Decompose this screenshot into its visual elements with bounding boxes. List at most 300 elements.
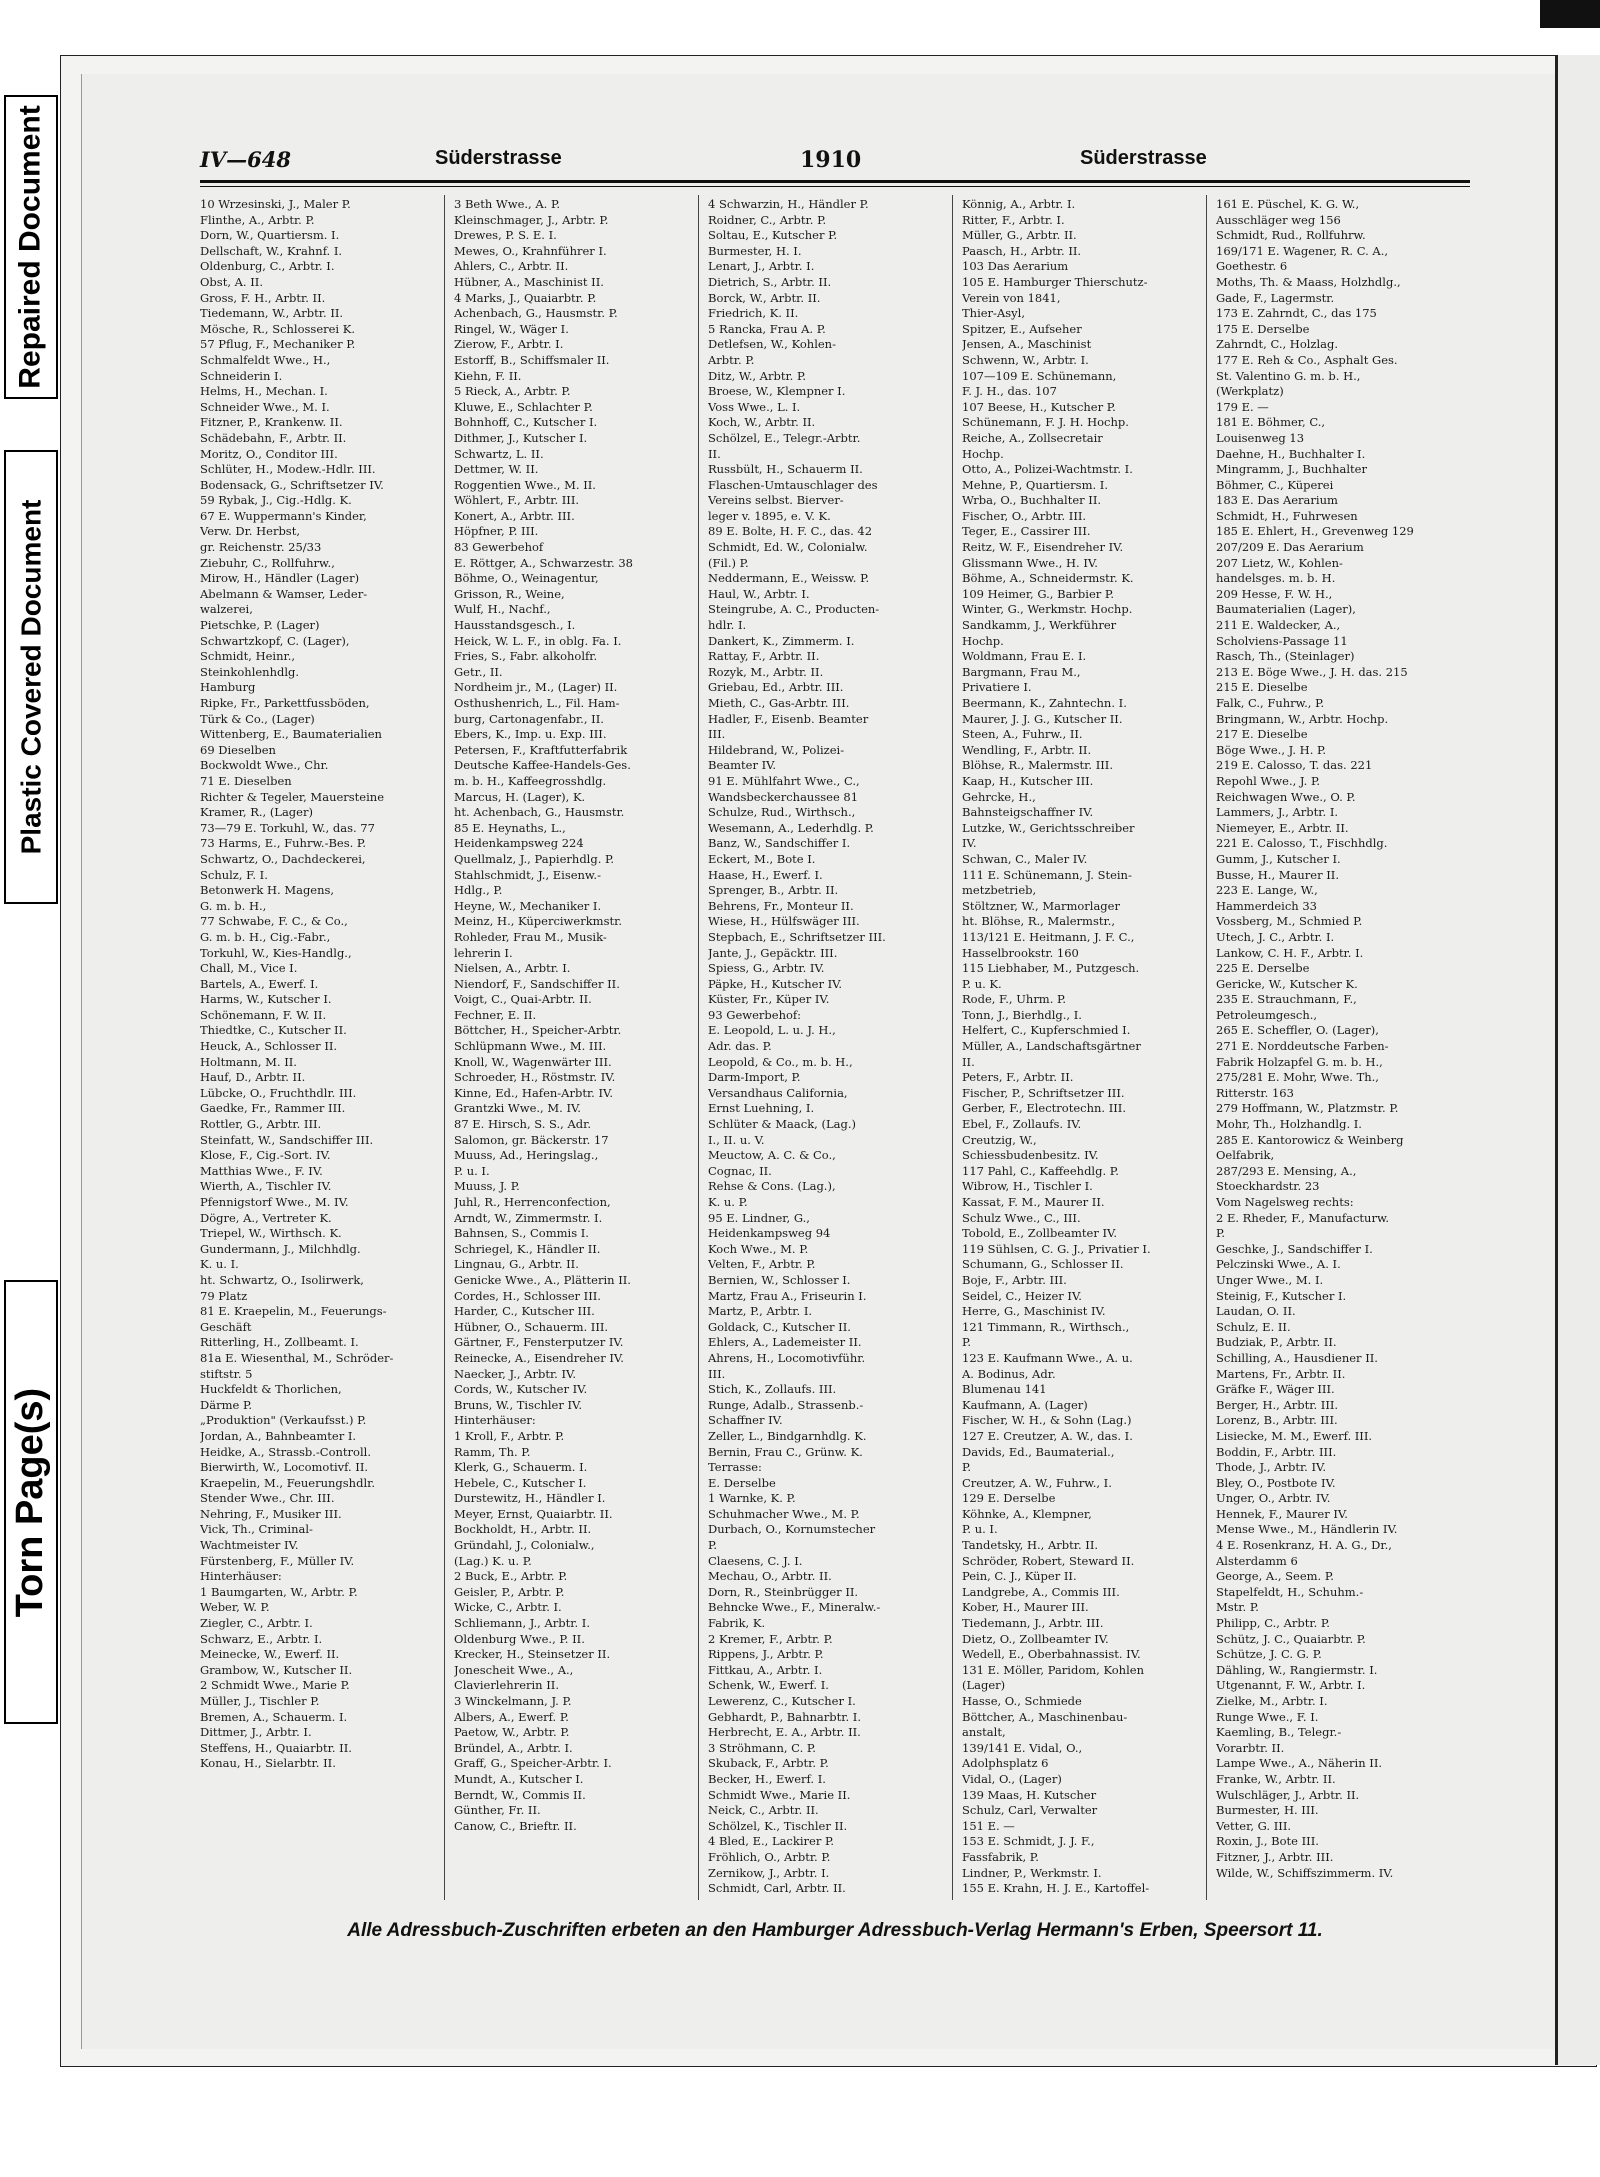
directory-entry: Martz, Frau A., Friseurin I.	[708, 1288, 867, 1303]
directory-entry: Lindner, P., Werkmstr. I.	[962, 1865, 1102, 1880]
directory-entry: 4 Bled, E., Lackirer P.	[708, 1834, 835, 1849]
directory-entry: Verw. Dr. Herbst,	[200, 524, 300, 539]
directory-entry: Schwarz, E., Arbtr. I.	[200, 1631, 323, 1646]
directory-entry: 225 E. Derselbe	[1216, 961, 1310, 976]
directory-entry: Woldmann, Frau E. I.	[962, 649, 1087, 664]
directory-entry: Jante, J., Gepäcktr. III.	[708, 945, 838, 960]
directory-entry: Böttcher, A., Maschinenbau-	[962, 1709, 1128, 1724]
directory-entry: Lisiecke, M. M., Ewerf. III.	[1216, 1428, 1373, 1443]
directory-entry: Philipp, C., Arbtr. P.	[1216, 1616, 1330, 1631]
directory-entry: Obst, A. II.	[200, 274, 263, 289]
directory-entry: Bringmann, W., Arbtr. Hochp.	[1216, 711, 1389, 726]
directory-entry: Kluwe, E., Schlachter P.	[454, 399, 593, 414]
directory-entry: Canow, C., Brieftr. II.	[454, 1818, 577, 1833]
directory-entry: Ausschläger weg 156	[1216, 212, 1341, 227]
directory-entry: 265 E. Scheffler, O. (Lager),	[1216, 1023, 1379, 1038]
directory-entry: gr. Reichenstr. 25/33	[200, 540, 322, 555]
directory-entry: Fischer, P., Schriftsetzer III.	[962, 1085, 1125, 1100]
directory-entry: 209 Hesse, F. W. H.,	[1216, 586, 1333, 601]
directory-entry: Fittkau, A., Arbtr. I.	[708, 1662, 823, 1677]
directory-entry: Fabrik, K.	[708, 1616, 766, 1631]
directory-entry: Estorff, B., Schiffsmaler II.	[454, 352, 610, 367]
directory-entry: Heuck, A., Schlosser II.	[200, 1039, 338, 1054]
directory-entry: Dorn, W., Quartiersm. I.	[200, 228, 340, 243]
directory-entry: Runge, Adalb., Strassenb.-	[708, 1397, 864, 1412]
directory-entry: Richter & Tegeler, Mauersteine	[200, 789, 384, 804]
directory-entry: Berger, H., Arbtr. III.	[1216, 1397, 1339, 1412]
directory-entry: Zahrndt, C., Holzlag.	[1216, 337, 1339, 352]
directory-entry: Jordan, A., Bahnbeamter I.	[200, 1428, 357, 1443]
directory-entry: Herre, G., Maschinist IV.	[962, 1304, 1106, 1319]
directory-entry: Grambow, W., Kutscher II.	[200, 1662, 353, 1677]
directory-entry: Meinecke, W., Ewerf. II.	[200, 1647, 340, 1662]
directory-entry: Oelfabrik,	[1216, 1148, 1275, 1163]
directory-entry: Lorenz, B., Arbtr. III.	[1216, 1413, 1338, 1428]
directory-entry: Haul, W., Arbtr. I.	[708, 586, 810, 601]
directory-entry: Bahnsteigschaffner IV.	[962, 805, 1094, 820]
directory-entry: Tonn, J., Bierhdlg., I.	[962, 1007, 1082, 1022]
directory-entry: Stich, K., Zollaufs. III.	[708, 1382, 837, 1397]
directory-entry: 169/171 E. Wagener, R. C. A.,	[1216, 243, 1389, 258]
directory-entry: Utech, J. C., Arbtr. I.	[1216, 929, 1335, 944]
directory-entry: Bohnhoff, C., Kutscher I.	[454, 415, 598, 430]
directory-entry: Hochp.	[962, 446, 1004, 461]
directory-entry: ht. Schwartz, O., Isolirwerk,	[200, 1272, 364, 1287]
directory-entry: Stoeckhardstr. 23	[1216, 1179, 1320, 1194]
directory-entry: Schulze, Rud., Wirthsch.,	[708, 805, 856, 820]
directory-entry: Roggentien Wwe., M. II.	[454, 477, 596, 492]
directory-page	[200, 145, 1470, 1990]
directory-entry: Gebhardt, P., Bahnarbtr. I.	[708, 1709, 861, 1724]
directory-entry: Därme P.	[200, 1397, 253, 1412]
directory-entry: Reichwagen Wwe., O. P.	[1216, 789, 1356, 804]
directory-entry: Busse, H., Maurer II.	[1216, 867, 1340, 882]
directory-entry: Zielke, M., Arbtr. I.	[1216, 1694, 1328, 1708]
directory-entry: (Lager)	[962, 1678, 1006, 1693]
directory-entry: Schütz, J. C., Quaiarbtr. P.	[1216, 1631, 1366, 1646]
directory-entry: 91 E. Mühlfahrt Wwe., C.,	[708, 773, 860, 788]
directory-entry: Holtmann, M. II.	[200, 1054, 297, 1069]
directory-entry: Kaap, H., Kutscher III.	[962, 773, 1094, 788]
directory-entry: Bargmann, Frau M.,	[962, 664, 1081, 679]
directory-entry: Russbült, H., Schauerm II.	[708, 462, 863, 477]
directory-entry: Voigt, C., Quai-Arbtr. II.	[454, 992, 592, 1007]
directory-entry: Vom Nagelsweg rechts:	[1216, 1195, 1354, 1209]
directory-entry: Böttcher, H., Speicher-Arbtr.	[454, 1023, 622, 1038]
directory-entry: 79 Platz	[200, 1288, 248, 1303]
directory-entry: Ramm, Th. P.	[454, 1444, 531, 1459]
directory-entry: Davids, Ed., Baumaterial.,	[962, 1444, 1115, 1459]
directory-entry: Schlüter, H., Modew.-Hdlr. III.	[200, 462, 376, 477]
directory-entry: 4 Schwarzin, H., Händler P.	[708, 197, 869, 211]
directory-entry: Vetter, G. III.	[1216, 1818, 1292, 1833]
directory-entry: Arndt, W., Zimmermstr. I.	[454, 1210, 603, 1225]
directory-entry: Schlüpmann Wwe., M. III.	[454, 1039, 607, 1054]
directory-entry: Heidenkampsweg 224	[454, 836, 584, 851]
directory-entry: Steffens, H., Quaiarbtr. II.	[200, 1740, 352, 1755]
directory-entry: Kinne, Ed., Hafen-Arbtr. IV.	[454, 1085, 613, 1100]
directory-entry: Sprenger, B., Arbtr. II.	[708, 883, 839, 898]
directory-entry: 3 Winckelmann, J. P.	[454, 1694, 572, 1708]
directory-entry: 139 Maas, H. Kutscher	[962, 1787, 1097, 1802]
directory-entry: Kassat, F. M., Maurer II.	[962, 1195, 1105, 1209]
directory-entry: Louisenweg 13	[1216, 430, 1305, 445]
directory-entry: Wrba, O., Buchhalter II.	[962, 493, 1102, 508]
directory-entry: Claesens, C. J. I.	[708, 1553, 803, 1568]
directory-entry: Ahlers, C., Arbtr. II.	[454, 259, 569, 274]
directory-entry: Bremen, A., Schauerm. I.	[200, 1709, 348, 1724]
directory-entry: Wulf, H., Nachf.,	[454, 602, 551, 617]
directory-entry: Versandhaus California,	[708, 1085, 848, 1100]
directory-entry: Niemeyer, E., Arbtr. II.	[1216, 820, 1349, 835]
directory-entry: Niendorf, F., Sandschiffer II.	[454, 976, 620, 991]
directory-entry: Sandkamm, J., Werkführer	[962, 618, 1117, 633]
directory-entry: P.	[1216, 1226, 1226, 1241]
directory-entry: Lingnau, G., Arbtr. II.	[454, 1257, 579, 1272]
directory-entry: Hasselbrookstr. 160	[962, 945, 1079, 960]
directory-entry: Rottler, G., Arbtr. III.	[200, 1117, 322, 1132]
directory-entry: Neddermann, E., Weissw. P.	[708, 571, 870, 586]
directory-entry: Chall, M., Vice I.	[200, 961, 298, 976]
directory-entry: 119 Sühlsen, C. G. J., Privatier I.	[962, 1241, 1151, 1256]
directory-entry: Ernst Luehning, I.	[708, 1101, 815, 1116]
directory-entry: Schumann, G., Schlosser II.	[962, 1257, 1124, 1272]
directory-entry: Goethestr. 6	[1216, 259, 1288, 274]
directory-entry: 103 Das Aerarium	[962, 259, 1069, 274]
directory-entry: Landgrebe, A., Commis III.	[962, 1584, 1120, 1599]
directory-entry: Lampe Wwe., A., Näherin II.	[1216, 1756, 1383, 1771]
directory-entry: Ebers, K., Imp. u. Exp. III.	[454, 727, 607, 742]
directory-entry: Schmidt, H., Fuhrwesen	[1216, 508, 1358, 523]
directory-entry: 219 E. Calosso, T. das. 221	[1216, 758, 1373, 773]
directory-entry: Hildebrand, W., Polizei-	[708, 742, 845, 757]
directory-entry: Ebel, F., Zollaufs. IV.	[962, 1117, 1082, 1132]
directory-entry: Dietz, O., Zollbeamter IV.	[962, 1631, 1109, 1646]
directory-entry: Clavierlehrerin II.	[454, 1678, 559, 1693]
directory-entry: 175 E. Derselbe	[1216, 321, 1310, 336]
directory-entry: 67 E. Wuppermann's Kinder,	[200, 508, 367, 523]
directory-entry: Harms, W., Kutscher I.	[200, 992, 332, 1007]
directory-entry: Velten, F., Arbtr. P.	[708, 1257, 816, 1272]
directory-entry: Soltau, E., Kutscher P.	[708, 228, 838, 243]
directory-entry: 93 Gewerbehof:	[708, 1007, 802, 1022]
directory-entry: Günther, Fr. II.	[454, 1803, 541, 1818]
directory-entry: Wierth, A., Tischler IV.	[200, 1179, 332, 1194]
directory-entry: Vidal, O., (Lager)	[962, 1771, 1062, 1786]
directory-entry: Paasch, H., Arbtr. II.	[962, 243, 1082, 258]
directory-entry: Steinfatt, W., Sandschiffer III.	[200, 1132, 374, 1147]
directory-entry: Adr. das. P.	[708, 1039, 772, 1054]
directory-entry: Ehlers, A., Lademeister II.	[708, 1335, 862, 1350]
directory-entry: lehrerin I.	[454, 945, 513, 960]
directory-entry: Schneiderin I.	[200, 368, 283, 383]
directory-entry: 179 E. —	[1216, 399, 1269, 414]
directory-entry: Winter, G., Werkmstr. Hochp.	[962, 602, 1133, 617]
directory-entry: Mehne, P., Quartiersm. I.	[962, 477, 1108, 492]
street-title-left: Süderstrasse	[435, 147, 562, 169]
directory-entry: Mingramm, J., Buchhalter	[1216, 462, 1367, 477]
directory-entry: Runge Wwe., F. I.	[1216, 1709, 1319, 1724]
directory-entry: Blumenau 141	[962, 1382, 1047, 1397]
directory-entry: Herbrecht, E. A., Arbtr. II.	[708, 1725, 861, 1740]
directory-entry: Meinz, H., Küperciwerkmstr.	[454, 914, 622, 929]
directory-entry: 181 E. Böhmer, C.,	[1216, 415, 1326, 430]
directory-entry: Pelczinski Wwe., A. I.	[1216, 1257, 1341, 1272]
directory-entry: Drewes, P. S. E. I.	[454, 228, 557, 243]
directory-entry: Rippens, J., Arbtr. P.	[708, 1647, 824, 1662]
directory-entry: Böhme, A., Schneidermstr. K.	[962, 571, 1134, 586]
directory-entry: Meuctow, A. C. & Co.,	[708, 1148, 836, 1163]
directory-entry: Bernin, Frau C., Grünw. K.	[708, 1444, 863, 1459]
directory-entry: Oldenburg, C., Arbtr. I.	[200, 259, 335, 274]
publisher-footer: Alle Adressbuch-Zuschriften erbeten an den Hamburger Adressbuch-Verlag Hermann's Erben, Speersort 11.	[347, 1920, 1323, 1941]
directory-entry: 83 Gewerbehof	[454, 540, 544, 555]
column-divider	[1206, 195, 1207, 1900]
directory-entry: Mirow, H., Händler (Lager)	[200, 571, 360, 586]
column-divider	[698, 195, 699, 1900]
directory-entry: ht. Achenbach, G., Hausmstr.	[454, 805, 625, 820]
directory-entry: Reitz, W. F., Eisendreher IV.	[962, 540, 1124, 555]
directory-entry: 213 E. Böge Wwe., J. H. das. 215	[1216, 664, 1408, 679]
directory-entry: leger v. 1895, e. V. K.	[708, 508, 831, 523]
directory-entry: Voss Wwe., L. I.	[708, 399, 801, 414]
directory-entry: Wendling, F., Arbtr. II.	[962, 742, 1092, 757]
directory-entry: Gaedke, Fr., Rammer III.	[200, 1101, 346, 1116]
directory-entry: Dankert, K., Zimmerm. I.	[708, 633, 855, 648]
directory-entry: Fürstenberg, F., Müller IV.	[200, 1553, 355, 1568]
directory-entry: Schröder, Robert, Steward II.	[962, 1553, 1135, 1568]
directory-entry: Dithmer, J., Kutscher I.	[454, 430, 588, 445]
directory-entry: K. u. P.	[708, 1195, 748, 1209]
directory-entry: Oldenburg Wwe., P. II.	[454, 1631, 585, 1646]
directory-entry: 73—79 E. Torkuhl, W., das. 77	[200, 820, 375, 835]
directory-entry: Köhnke, A., Klempner,	[962, 1506, 1092, 1521]
directory-entry: Schliemann, J., Arbtr. I.	[454, 1616, 590, 1631]
directory-entry: Creutzer, A. W., Fuhrw., I.	[962, 1475, 1112, 1490]
directory-entry: 275/281 E. Mohr, Wwe. Th.,	[1216, 1070, 1379, 1085]
directory-entry: Dietrich, S., Arbtr. II.	[708, 274, 832, 289]
repaired-document-tab	[4, 95, 58, 399]
directory-entry: E. Röttger, A., Schwarzestr. 38	[454, 555, 634, 570]
directory-entry: Stahlschmidt, J., Eisenw.-	[454, 867, 601, 882]
directory-entry: Mense Wwe., M., Händlerin IV.	[1216, 1522, 1398, 1537]
directory-entry: Reiche, A., Zollsecretair	[962, 430, 1103, 445]
directory-entry: Bockwoldt Wwe., Chr.	[200, 758, 329, 773]
directory-entry: Klerk, G., Schauerm. I.	[454, 1460, 588, 1475]
directory-entry: Achenbach, G., Hausmstr. P.	[454, 306, 618, 321]
directory-entry: Banz, W., Sandschiffer I.	[708, 836, 851, 851]
directory-entry: Wandsbeckerchaussee 81	[708, 789, 859, 804]
directory-entry: Fischer, W. H., & Sohn (Lag.)	[962, 1413, 1132, 1428]
directory-entry: Blöhse, R., Malermstr. III.	[962, 758, 1113, 773]
directory-entry: Bahnsen, S., Commis I.	[454, 1226, 589, 1241]
directory-entry: Muuss, Ad., Heringslag.,	[454, 1148, 599, 1163]
directory-entry: Hdlg., P.	[454, 883, 503, 898]
directory-entry: (Lag.) K. u. P.	[454, 1553, 532, 1568]
directory-entry: Fechner, E. II.	[454, 1007, 537, 1022]
directory-entry: Mösche, R., Schlosserei K.	[200, 321, 356, 336]
directory-entry: Thier-Asyl,	[962, 306, 1025, 321]
directory-entry: Vossberg, M., Schmied P.	[1216, 914, 1363, 929]
directory-entry: Thode, J., Arbtr. IV.	[1216, 1460, 1326, 1475]
directory-entry: Privatiere I.	[962, 680, 1032, 695]
directory-entry: 107—109 E. Schünemann,	[962, 368, 1117, 383]
directory-entry: 89 E. Bolte, H. F. C., das. 42	[708, 524, 873, 539]
directory-entry: Stender Wwe., Chr. III.	[200, 1491, 335, 1506]
directory-entry: Schmidt, Carl, Arbtr. II.	[708, 1881, 846, 1896]
directory-entry: Hebele, C., Kutscher I.	[454, 1475, 587, 1490]
directory-entry: P.	[708, 1538, 718, 1553]
directory-entry: Schroeder, H., Röstmstr. IV.	[454, 1070, 616, 1085]
directory-entry: Harder, C., Kutscher III.	[454, 1304, 595, 1319]
directory-entry: Bernien, W., Schlosser I.	[708, 1272, 851, 1287]
directory-entry: Stöltzner, W., Marmorlager	[962, 898, 1120, 913]
directory-entry: Zernikow, J., Arbtr. I.	[708, 1865, 830, 1880]
directory-entry: Nehring, F., Musiker III.	[200, 1506, 342, 1521]
directory-entry: III.	[708, 1366, 726, 1381]
directory-entry: Thiedtke, C., Kutscher II.	[200, 1023, 347, 1038]
directory-entry: F. J. H., das. 107	[962, 384, 1057, 399]
directory-entry: Adolphsplatz 6	[962, 1756, 1049, 1771]
directory-entry: Steen, A., Fuhrw., II.	[962, 727, 1083, 742]
directory-entry: Schwenn, W., Arbtr. I.	[962, 352, 1089, 367]
directory-entry: Rohleder, Frau M., Musik-	[454, 929, 607, 944]
directory-entry: Wicke, C., Arbtr. I.	[454, 1600, 562, 1615]
directory-entry: 123 E. Kaufmann Wwe., A. u.	[962, 1350, 1133, 1365]
directory-entry: Küster, Fr., Küper IV.	[708, 992, 830, 1007]
directory-entry: Stapelfeldt, H., Schuhm.-	[1216, 1584, 1364, 1599]
directory-entry: George, A., Seem. P.	[1216, 1569, 1334, 1584]
directory-entry: Ritter, F., Arbtr. I.	[962, 212, 1065, 227]
directory-entry: 151 E. —	[962, 1818, 1015, 1833]
directory-entry: K. u. I.	[200, 1257, 239, 1272]
directory-entry: Burmester, H. I.	[708, 243, 802, 258]
directory-entry: Dorn, R., Steinbrügger II.	[708, 1584, 859, 1599]
directory-entry: Kraepelin, M., Feuerungshdlr.	[200, 1475, 376, 1490]
next-page-edge	[1555, 55, 1600, 2065]
directory-entry: Gundermann, J., Milchhdlg.	[200, 1241, 361, 1256]
directory-entry: Goldack, C., Kutscher II.	[708, 1319, 851, 1334]
directory-entry: 279 Hoffmann, W., Platzmstr. P.	[1216, 1101, 1399, 1116]
repaired-document-label: Repaired Document	[14, 105, 48, 389]
directory-entry: Getr., II.	[454, 664, 503, 679]
directory-entry: Albers, A., Ewerf. P.	[454, 1709, 569, 1724]
directory-entry: Dettmer, W. II.	[454, 462, 539, 477]
directory-entry: Torkuhl, W., Kies-Handlg.,	[200, 945, 352, 960]
directory-entry: 111 E. Schünemann, J. Stein-	[962, 867, 1132, 882]
directory-entry: Schulz, E. II.	[1216, 1319, 1291, 1334]
directory-entry: Flinthe, A., Arbtr. P.	[200, 212, 315, 227]
directory-entry: Kramer, R., (Lager)	[200, 805, 313, 820]
directory-entry: Müller, A., Landschaftsgärtner	[962, 1039, 1141, 1054]
directory-entry: Durbach, O., Kornumstecher	[708, 1522, 876, 1537]
directory-entry: 113/121 E. Heitmann, J. F. C.,	[962, 929, 1135, 944]
directory-entry: Mstr. P.	[1216, 1600, 1259, 1615]
directory-entry: Cognac, II.	[708, 1163, 772, 1178]
directory-entry: Hamburg	[200, 680, 256, 695]
directory-entry: Spiess, G., Arbtr. IV.	[708, 961, 825, 976]
directory-entry: Dellschaft, W., Krahnf. I.	[200, 243, 343, 258]
directory-entry: Durstewitz, H., Händler I.	[454, 1491, 606, 1506]
directory-entry: 5 Rieck, A., Arbtr. P.	[454, 384, 571, 399]
directory-entry: Schenk, W., Ewerf. I.	[708, 1678, 829, 1693]
directory-entry: Hadler, F., Eisenb. Beamter	[708, 711, 869, 726]
directory-entry: Kaufmann, A. (Lager)	[962, 1397, 1088, 1412]
directory-entry: Gross, F. H., Arbtr. II.	[200, 290, 326, 305]
directory-entry: Kaemling, B., Telegr.-	[1216, 1725, 1342, 1740]
directory-entry: Kober, H., Maurer III.	[962, 1600, 1089, 1615]
directory-entry: Osthushenrich, L., Fil. Ham-	[454, 696, 620, 710]
directory-entry: P. u. K.	[962, 976, 1002, 991]
directory-entry: Unger, O., Arbtr. IV.	[1216, 1491, 1331, 1506]
directory-entry: Tobold, E., Zollbeamter IV.	[962, 1226, 1117, 1241]
directory-entry: Schmidt, Rud., Rollfuhrw.	[1216, 228, 1366, 243]
directory-entry: Arbtr. P.	[708, 352, 755, 367]
directory-entry: 95 E. Lindner, G.,	[708, 1210, 810, 1225]
directory-entry: Paetow, W., Arbtr. P.	[454, 1725, 570, 1740]
directory-entry: Behrens, Fr., Monteur II.	[708, 898, 854, 913]
directory-entry: Schütze, J. C. G. P.	[1216, 1647, 1322, 1662]
directory-entry: Schädebahn, F., Arbtr. II.	[200, 430, 347, 445]
page-header	[200, 145, 1470, 177]
directory-entry: Grisson, R., Weine,	[454, 586, 565, 601]
directory-entry: Bründel, A., Arbtr. I.	[454, 1740, 573, 1755]
directory-entry: IV.	[962, 836, 977, 851]
directory-entry: Wedell, E., Oberbahnassist. IV.	[962, 1647, 1141, 1662]
directory-entry: 5 Rancka, Frau A. P.	[708, 321, 826, 336]
directory-entry: Boje, F., Arbtr. III.	[962, 1272, 1067, 1287]
directory-entry: Scholviens-Passage 11	[1216, 633, 1348, 648]
column-divider	[952, 195, 953, 1900]
directory-entry: Helms, H., Mechan. I.	[200, 384, 328, 399]
directory-entry: Ahrens, H., Locomotivführ.	[708, 1350, 866, 1365]
directory-entry: Ditz, W., Arbtr. P.	[708, 368, 807, 383]
directory-entry: Tandetsky, H., Arbtr. II.	[962, 1538, 1099, 1553]
directory-entry: Triepel, W., Wirthsch. K.	[200, 1226, 342, 1241]
directory-entry: Schölzel, K., Tischler II.	[708, 1818, 848, 1833]
directory-entry: 4 E. Rosenkranz, H. A. G., Dr.,	[1216, 1538, 1392, 1553]
directory-entry: Steinig, F., Kutscher I.	[1216, 1288, 1347, 1303]
directory-entry: Cords, W., Kutscher IV.	[454, 1382, 588, 1397]
column-1	[200, 197, 436, 1897]
directory-entry: Wibrow, H., Tischler I.	[962, 1179, 1093, 1194]
directory-entry: Dähling, W., Rangiermstr. I.	[1216, 1662, 1378, 1677]
directory-entry: Müller, G., Arbtr. II.	[962, 228, 1077, 243]
directory-entry: 115 Liebhaber, M., Putzgesch.	[962, 961, 1140, 976]
directory-entry: Haase, H., Ewerf. I.	[708, 867, 823, 882]
directory-entry: Matthias Wwe., F. IV.	[200, 1163, 323, 1178]
directory-entry: 85 E. Heynaths, L.,	[454, 820, 566, 835]
plastic-covered-document-label: Plastic Covered Document	[15, 499, 46, 855]
directory-entry: Jonescheit Wwe., A.,	[454, 1662, 574, 1677]
directory-entry: Roidner, C., Arbtr. P.	[708, 212, 827, 227]
directory-entry: Abelmann & Wamser, Leder-	[200, 586, 368, 601]
directory-entry: Reinecke, A., Eisendreher IV.	[454, 1350, 624, 1365]
directory-entry: Pein, C. J., Küper II.	[962, 1569, 1077, 1584]
directory-entry: Repohl Wwe., J. P.	[1216, 773, 1321, 788]
directory-entry: Cordes, H., Schlosser III.	[454, 1288, 601, 1303]
directory-entry: 235 E. Strauchmann, F.,	[1216, 992, 1357, 1007]
directory-entry: metzbetrieb,	[962, 883, 1037, 898]
directory-entry: Helfert, C., Kupferschmied I.	[962, 1023, 1131, 1038]
directory-entry: Hinterhäuser:	[454, 1413, 536, 1428]
directory-entry: Lammers, J., Arbtr. I.	[1216, 805, 1339, 820]
directory-entry: A. Bodinus, Adr.	[962, 1366, 1056, 1381]
directory-entry: Kiehn, F. II.	[454, 368, 522, 383]
directory-entry: Hennek, F., Maurer IV.	[1216, 1506, 1348, 1521]
directory-entry: Heidenkampsweg 94	[708, 1226, 831, 1241]
directory-entry: II.	[708, 446, 721, 461]
